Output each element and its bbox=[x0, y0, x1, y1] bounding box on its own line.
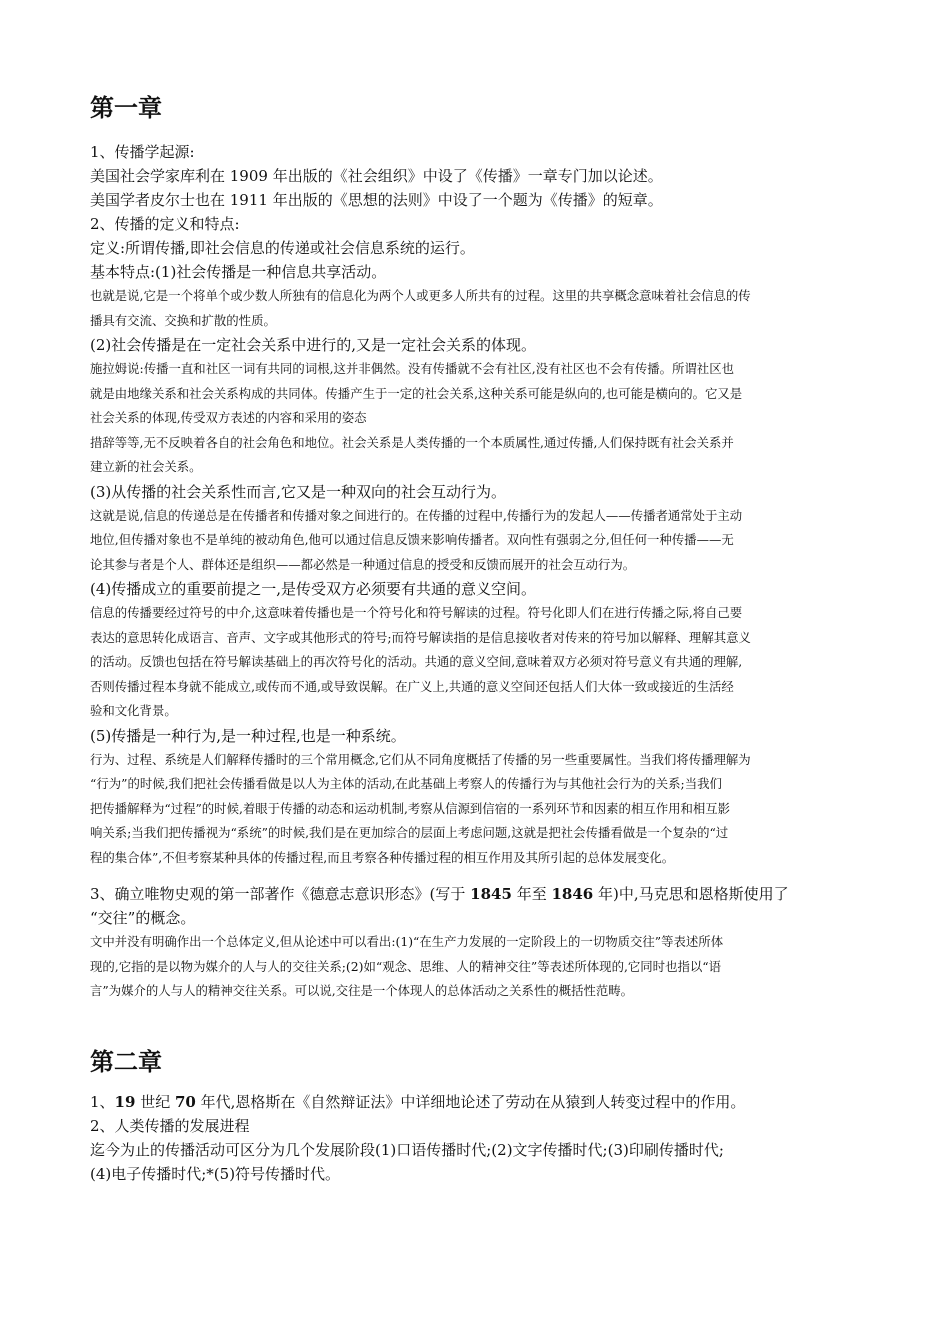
feature-5-text: “行为”的时候,我们把社会传播看做是以人为主体的活动,在此基础上考察人的传播行为与其他社会行为的关系;当我们 bbox=[90, 776, 722, 791]
feature-3-text: 这就是说,信息的传递总是在传播者和传播对象之间进行的。在传播的过程中,传播行为的发起人——传播者通常处于主动 bbox=[90, 507, 743, 523]
feature-4-text: 否则传播过程本身就不能成立,或传而不通,或导致误解。在广义上,共通的意义空间还包括人们大体一致或接近的生活经 bbox=[90, 678, 734, 694]
feature-2-text: 施拉姆说:传播一直和社区一词有共同的词根,这并非偶然。没有传播就不会有社区,没有社区也不会有传播。所谓社区也 bbox=[90, 361, 734, 376]
feature-2-text: 就是由地缘关系和社会关系构成的共同体。传播产生于一定的社会关系,这种关系可能是纵向的,也可能是横向的。它又是 bbox=[90, 385, 743, 401]
section-3-text: 言”为媒介的人与人的精神交往关系。可以说,交往是一个体现人的总体活动之关系性的概括性范畴。 bbox=[90, 983, 634, 998]
feature-5-text: 响关系;当我们把传播视为“系统”的时候,我们是在更加综合的层面上考虑问题,这就是把社会传播看做是一个复杂的“过 bbox=[90, 825, 729, 840]
feature-5-text: 行为、过程、系统是人们解释传播时的三个常用概念,它们从不同角度概括了传播的另一些重要属性。当我们将传播理解为 bbox=[90, 751, 751, 767]
feature-2-text: 措辞等等,无不反映着各自的社会角色和地位。社会关系是人类传播的一个本质属性,通过传播,人们保持既有社会关系并 bbox=[90, 434, 734, 450]
feature-4-text: 的活动。反馈也包括在符号解读基础上的再次符号化的活动。共通的意义空间,意味着双方必须对符号意义有共通的理解, bbox=[90, 654, 743, 669]
ch2-section-2-heading: 2、人类传播的发展进程 bbox=[90, 1116, 250, 1135]
feature-4-text: 表达的意思转化成语言、音声、文字或其他形式的符号;而符号解读指的是信息接收者对传来的符号加以解释、理解其意义 bbox=[90, 629, 751, 645]
feature-5-text: 程的集合体”,不但考察某种具体的传播过程,而且考察各种传播过程的相互作用及其所引起的总体发展变化。 bbox=[90, 849, 675, 865]
section-3-text: 现的,它指的是以物为媒介的人与人的交往关系;(2)如“观念、思维、人的精神交往”等表述所体现的,它同时也指以“语 bbox=[90, 958, 721, 974]
paragraph-line: 美国学者皮尔士也在 1911 年出版的《思想的法则》中设了一个题为《传播》的短章。 bbox=[90, 191, 663, 209]
document-page bbox=[90, 90, 862, 1186]
feature-4-text: 验和文化背景。 bbox=[90, 703, 177, 718]
feature-1-text: 播具有交流、交换和扩散的性质。 bbox=[90, 312, 276, 328]
feature-2-text: 社会关系的体现,传受双方表述的内容和采用的姿态 bbox=[90, 410, 367, 425]
ch2-section-1: 1、19 世纪 70 年代,恩格斯在《自然辩证法》中详细地论述了劳动在从猿到人转变过程中的作用。 bbox=[90, 1092, 746, 1111]
feature-1-heading: 基本特点:(1)社会传播是一种信息共享活动。 bbox=[90, 263, 387, 281]
paragraph-line: 美国社会学家库利在 1909 年出版的《社会组织》中设了《传播》一章专门加以论述。 bbox=[90, 167, 663, 185]
section-3-heading: 3、确立唯物史观的第一部著作《德意志意识形态》(写于 1845 年至 1846 年)中,马克思和恩格斯使用了 bbox=[90, 885, 789, 903]
definition-line: 定义:所谓传播,即社会信息的传递或社会信息系统的运行。 bbox=[90, 239, 475, 257]
feature-2-heading: (2)社会传播是在一定社会关系中进行的,又是一定社会关系的体现。 bbox=[90, 336, 537, 354]
section-3-heading-cont: “交往”的概念。 bbox=[90, 909, 196, 927]
chapter-1-title: 第一章 bbox=[90, 94, 162, 122]
feature-3-text: 地位,但传播对象也不是单纯的被动角色,他可以通过信息反馈来影响传播者。双向性有强弱之分,但任何一种传播——无 bbox=[90, 532, 734, 547]
section-1-heading: 1、传播学起源: bbox=[90, 143, 195, 161]
feature-3-heading: (3)从传播的社会关系性而言,它又是一种双向的社会互动行为。 bbox=[90, 482, 507, 501]
feature-4-heading: (4)传播成立的重要前提之一,是传受双方必须要有共通的意义空间。 bbox=[90, 580, 537, 598]
section-2-heading: 2、传播的定义和特点: bbox=[90, 215, 240, 233]
chapter-2-title: 第二章 bbox=[90, 1047, 162, 1076]
feature-4-text: 信息的传播要经过符号的中介,这意味着传播也是一个符号化和符号解读的过程。符号化即人们在进行传播之际,将自己要 bbox=[90, 605, 743, 620]
ch2-section-2-text: 迄今为止的传播活动可区分为几个发展阶段(1)口语传播时代;(2)文字传播时代;(3)印刷传播时代; bbox=[90, 1140, 724, 1159]
feature-3-text: 论其参与者是个人、群体还是组织——都必然是一种通过信息的授受和反馈而展开的社会互动行为。 bbox=[90, 556, 636, 572]
feature-5-heading: (5)传播是一种行为,是一种过程,也是一种系统。 bbox=[90, 726, 406, 745]
section-3-text: 文中并没有明确作出一个总体定义,但从论述中可以看出:(1)“在生产力发展的一定阶段上的一切物质交往”等表述所体 bbox=[90, 934, 724, 949]
feature-2-text: 建立新的社会关系。 bbox=[90, 459, 202, 474]
ch2-section-2-text: (4)电子传播时代;*(5)符号传播时代。 bbox=[90, 1164, 341, 1183]
feature-1-text: 也就是说,它是一个将单个或少数人所独有的信息化为两个人或更多人所共有的过程。这里的共享概念意味着社会信息的传 bbox=[90, 288, 751, 303]
feature-5-text: 把传播解释为“过程”的时候,着眼于传播的动态和运动机制,考察从信源到信宿的一系列环节和因素的相互作用和相互影 bbox=[90, 800, 731, 816]
